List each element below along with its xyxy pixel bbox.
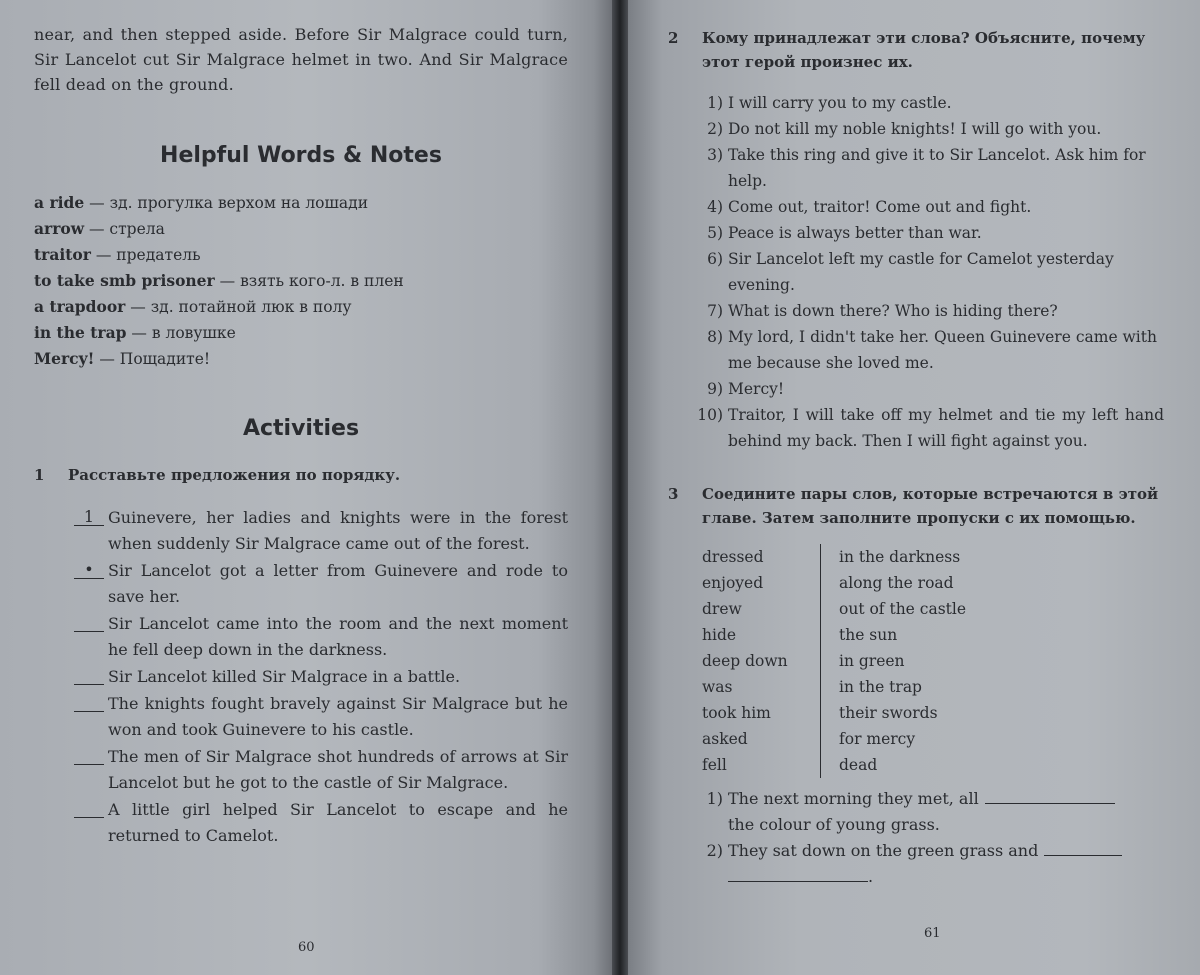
- word-left: fell: [702, 756, 727, 774]
- exercise2-heading: [668, 26, 1164, 74]
- answer-blank[interactable]: [74, 692, 104, 712]
- exercise2-list: [668, 90, 1164, 454]
- word-right: in the trap: [839, 678, 922, 696]
- list-item: 1) The next morning they met, all the colour of young grass.: [690, 786, 1164, 838]
- exercise1-number: 1: [34, 466, 45, 484]
- exercise3-instruction: Соедините пары слов, которые встречаются в этой главе. Затем заполните пропуски с их помощью.: [702, 485, 1159, 527]
- list-item: 8) My lord, I didn't take her. Queen Guinevere came with me because she loved me.: [707, 328, 1157, 372]
- list-item: Sir Lancelot came into the room and the next moment he fell deep down in the darkness.: [74, 611, 568, 663]
- story-paragraph: near, and then stepped aside. Before Sir Malgrace could turn, Sir Lancelot cut Sir Malgrace helmet in two. And Sir Malgrace fell dead on the ground.: [34, 25, 568, 94]
- word-column-right: [820, 544, 966, 778]
- list-item: 2) Do not kill my noble knights! I will go with you.: [707, 120, 1102, 138]
- answer-blank[interactable]: 1: [74, 506, 104, 526]
- page-number-left: 60: [298, 940, 315, 955]
- word-left: dressed: [702, 548, 764, 566]
- list-item: • Sir Lancelot got a letter from Guinevere and rode to save her.: [74, 558, 568, 610]
- list-item: 6) Sir Lancelot left my castle for Camelot yesterday evening.: [707, 250, 1114, 294]
- list-item: 2) They sat down on the green grass and .: [690, 838, 1164, 890]
- word-right: dead: [839, 756, 878, 774]
- word-right: their swords: [839, 704, 938, 722]
- exercise2-instruction: Кому принадлежат эти слова? Объясните, почему этот герой произнес их.: [702, 29, 1146, 71]
- answer-blank[interactable]: [985, 789, 1115, 804]
- word-left: deep down: [702, 652, 788, 670]
- word-left: hide: [702, 626, 737, 644]
- list-item: 4) Come out, traitor! Come out and fight.: [707, 198, 1032, 216]
- word-left: was: [702, 678, 733, 696]
- list-item: 10) Traitor, I will take off my helmet and tie my left hand behind my back. Then I will fight against you.: [697, 406, 1164, 450]
- notes-title: Helpful Words & Notes: [160, 143, 442, 168]
- word-right: for mercy: [839, 730, 916, 748]
- word-left: asked: [702, 730, 748, 748]
- vocab-entry: arrow — стрела: [34, 219, 165, 238]
- answer-blank[interactable]: [74, 798, 104, 818]
- word-column-left: [702, 544, 820, 778]
- vocab-entry: to take smb prisoner — взять кого-л. в плен: [34, 271, 404, 290]
- list-item: 1 Guinevere, her ladies and knights were in the forest when suddenly Sir Malgrace came out of the forest.: [74, 505, 568, 557]
- list-item: 9) Mercy!: [707, 380, 785, 398]
- vocab-entry: Mercy! — Пощадите!: [34, 349, 211, 368]
- vocab-entry: in the trap — в ловушке: [34, 323, 236, 342]
- answer-blank[interactable]: [74, 612, 104, 632]
- word-right: in the darkness: [839, 548, 961, 566]
- exercise3-number: 3: [668, 485, 679, 503]
- list-item: 1) I will carry you to my castle.: [707, 94, 952, 112]
- answer-blank[interactable]: [74, 745, 104, 765]
- answer-blank[interactable]: [74, 665, 104, 685]
- exercise3-sentences: [668, 786, 1164, 890]
- list-item: Sir Lancelot killed Sir Malgrace in a battle.: [74, 664, 568, 690]
- page-number-right: 61: [924, 926, 941, 941]
- vocab-entry: traitor — предатель: [34, 245, 201, 264]
- activities-title: Activities: [242, 416, 360, 441]
- list-item: 7) What is down there? Who is hiding there?: [707, 302, 1058, 320]
- exercise1-heading: [34, 463, 568, 487]
- word-right: along the road: [839, 574, 954, 592]
- exercise1-list: [34, 505, 568, 849]
- word-pairs-table: [668, 544, 1164, 778]
- exercise1-instruction: Расставьте предложения по порядку.: [68, 466, 401, 484]
- word-right: the sun: [839, 626, 898, 644]
- list-item: 3) Take this ring and give it to Sir Lancelot. Ask him for help.: [707, 146, 1146, 190]
- exercise2-number: 2: [668, 29, 679, 47]
- vocab-entry: a trapdoor — зд. потайной люк в полу: [34, 297, 352, 316]
- answer-blank[interactable]: [728, 867, 868, 882]
- list-item: The knights fought bravely against Sir Malgrace but he won and took Guinevere to his castle.: [74, 691, 568, 743]
- word-left: took him: [702, 704, 771, 722]
- list-item: 5) Peace is always better than war.: [707, 224, 982, 242]
- exercise3-heading: [668, 482, 1164, 530]
- book-gutter: [612, 0, 628, 975]
- word-right: in green: [839, 652, 905, 670]
- list-item: The men of Sir Malgrace shot hundreds of arrows at Sir Lancelot but he got to the castle of Sir Malgrace.: [74, 744, 568, 796]
- list-item: A little girl helped Sir Lancelot to escape and he returned to Camelot.: [74, 797, 568, 849]
- word-left: enjoyed: [702, 574, 764, 592]
- word-left: drew: [702, 600, 742, 618]
- vocabulary-list: [34, 190, 568, 372]
- right-page: [628, 0, 1200, 975]
- vocab-entry: a ride — зд. прогулка верхом на лошади: [34, 193, 369, 212]
- answer-blank[interactable]: [1044, 841, 1122, 856]
- word-right: out of the castle: [839, 600, 967, 618]
- answer-blank[interactable]: •: [74, 559, 104, 579]
